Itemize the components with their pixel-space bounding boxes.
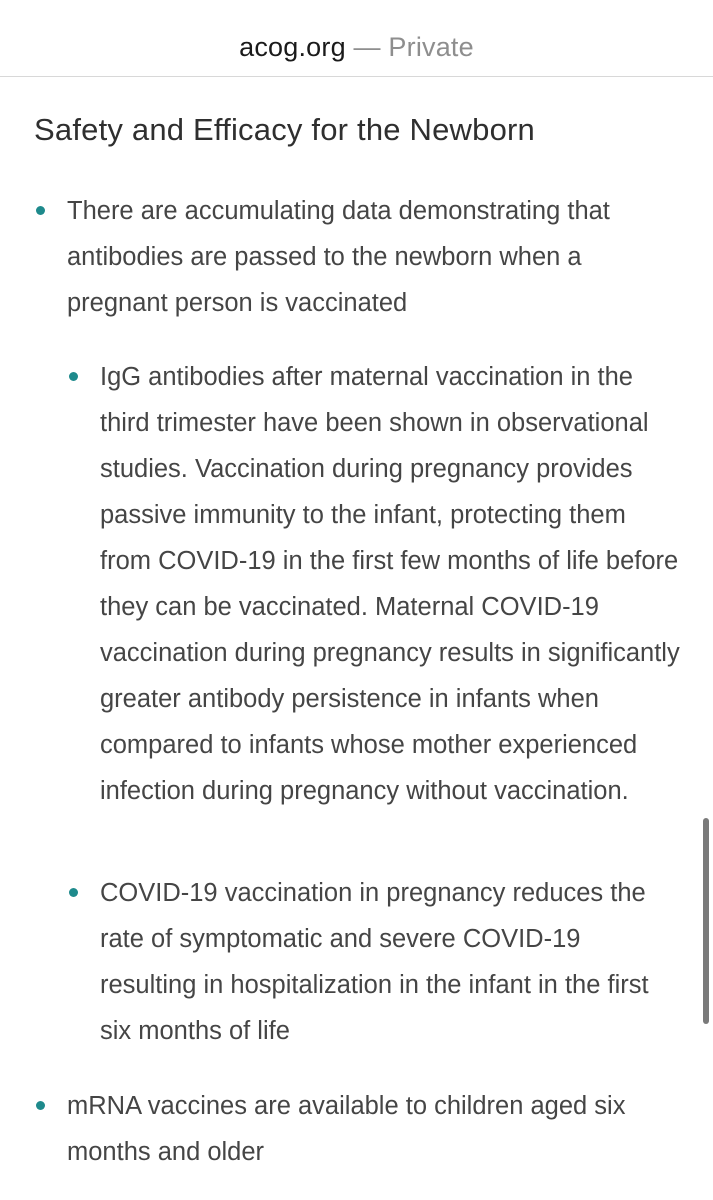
section-title: Safety and Efficacy for the Newborn [34,112,535,147]
bullet-dot-icon [69,372,78,381]
bullet-dot-icon [36,1101,45,1110]
address-bar[interactable] [0,0,713,77]
bullet-dot-icon [36,206,45,215]
bullet-text: mRNA vaccines are available to children aged six months and older [67,1092,626,1166]
bullet-dot-icon [69,888,78,897]
url-separator: — [353,32,381,62]
url-display[interactable] [239,30,474,64]
sub-bullet-item [100,870,680,1054]
bullet-text: There are accumulating data demonstrating that antibodies are passed to the newborn when a pregnant person is vaccinated [67,197,610,317]
sub-bullet-text: IgG antibodies after maternal vaccination in the third trimester have been shown in observational studies. Vaccination during pregnancy provides passive immunity to the infant, protecting them from COVID-19 in the first few months of life before they can be vaccinated. Maternal COVID-19 vaccination during pregnancy results in significantly greater antibody persistence in infants when compared to infants whose mother experienced infection during pregnancy without vaccination. [100,363,680,805]
url-domain: acog.org [239,32,346,62]
bullet-item [67,1083,667,1175]
scrollbar[interactable] [703,818,709,1024]
page-content [0,78,713,1200]
bullet-item [67,188,667,326]
sub-bullet-item [100,354,680,814]
sub-bullet-text: COVID-19 vaccination in pregnancy reduces the rate of symptomatic and severe COVID-19 resulting in hospitalization in the infant in the first six months of life [100,879,649,1045]
private-browsing-label: Private [388,32,474,62]
